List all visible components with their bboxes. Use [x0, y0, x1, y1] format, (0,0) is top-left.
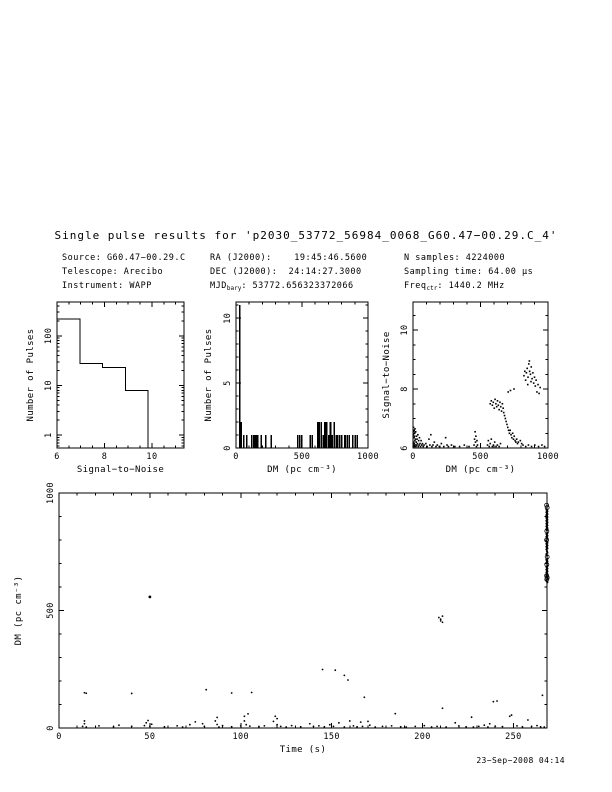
meta-mjd-value: : 53772.656323372066 — [241, 281, 354, 291]
svg-text:500: 500 — [293, 452, 311, 462]
svg-text:6: 6 — [400, 445, 410, 451]
meta-nsamples: N samples: 4224000 — [404, 253, 506, 263]
svg-text:Number of Pulses: Number of Pulses — [26, 328, 36, 422]
timestamp: 23−Sep−2008 04:14 — [476, 756, 565, 765]
svg-text:5: 5 — [223, 380, 233, 386]
meta-freq-value: : 1440.2 MHz — [437, 281, 505, 291]
svg-text:50: 50 — [144, 732, 156, 742]
svg-text:Number of Pulses: Number of Pulses — [204, 328, 214, 422]
svg-text:100: 100 — [232, 732, 250, 742]
svg-text:0: 0 — [46, 725, 56, 731]
svg-text:10: 10 — [400, 324, 410, 336]
dm_time-plot — [14, 482, 549, 755]
svg-text:Time (s): Time (s) — [279, 745, 327, 755]
svg-text:1000: 1000 — [356, 452, 380, 462]
meta-mjd-label: MJD — [210, 281, 227, 291]
svg-text:Signal−to−Noise: Signal−to−Noise — [382, 331, 392, 419]
svg-text:Signal−to−Noise: Signal−to−Noise — [76, 465, 165, 475]
meta-source: Source: G60.47−00.29.C — [62, 253, 186, 263]
meta-freq-subscript: ctr — [426, 285, 438, 292]
meta-instrument: Instrument: WAPP — [62, 281, 152, 291]
snr_dm-plot — [382, 302, 559, 475]
svg-text:1000: 1000 — [46, 481, 56, 505]
svg-text:10: 10 — [44, 379, 54, 391]
svg-text:500: 500 — [46, 602, 56, 619]
meta-mjd-subscript: bary — [226, 285, 242, 292]
page-title: Single pulse results for 'p2030_53772_56984_0068_G60.47−00.29.C_4' — [54, 229, 558, 242]
svg-text:10: 10 — [223, 312, 233, 324]
dm_hist-plot — [204, 302, 379, 475]
svg-text:500: 500 — [472, 452, 489, 462]
meta-telescope: Telescope: Arecibo — [62, 267, 164, 277]
svg-text:250: 250 — [505, 732, 522, 742]
meta-freq-label: Freq — [404, 281, 427, 291]
svg-text:0: 0 — [56, 732, 62, 742]
svg-text:0: 0 — [233, 452, 239, 462]
svg-text:150: 150 — [323, 732, 340, 742]
svg-text:1000: 1000 — [536, 452, 560, 462]
svg-text:8: 8 — [101, 452, 108, 462]
svg-text:1: 1 — [44, 432, 54, 438]
svg-text:200: 200 — [414, 732, 431, 742]
svg-text:6: 6 — [54, 452, 60, 462]
meta-dec: DEC (J2000): 24:14:27.3000 — [210, 267, 362, 277]
svg-text:8: 8 — [400, 386, 410, 392]
meta-sampling-time: Sampling time: 64.00 μs — [404, 267, 534, 277]
svg-text:DM (pc cm⁻³): DM (pc cm⁻³) — [267, 465, 337, 475]
svg-text:10: 10 — [146, 452, 158, 462]
svg-text:0: 0 — [410, 452, 416, 462]
svg-text:0: 0 — [223, 445, 233, 451]
svg-text:DM (pc cm⁻³): DM (pc cm⁻³) — [445, 465, 516, 475]
snr_hist-plot — [26, 302, 184, 475]
svg-text:DM (pc cm⁻³): DM (pc cm⁻³) — [14, 575, 24, 646]
meta-ra: RA (J2000): 19:45:46.5600 — [210, 253, 368, 263]
svg-text:100: 100 — [44, 327, 54, 345]
